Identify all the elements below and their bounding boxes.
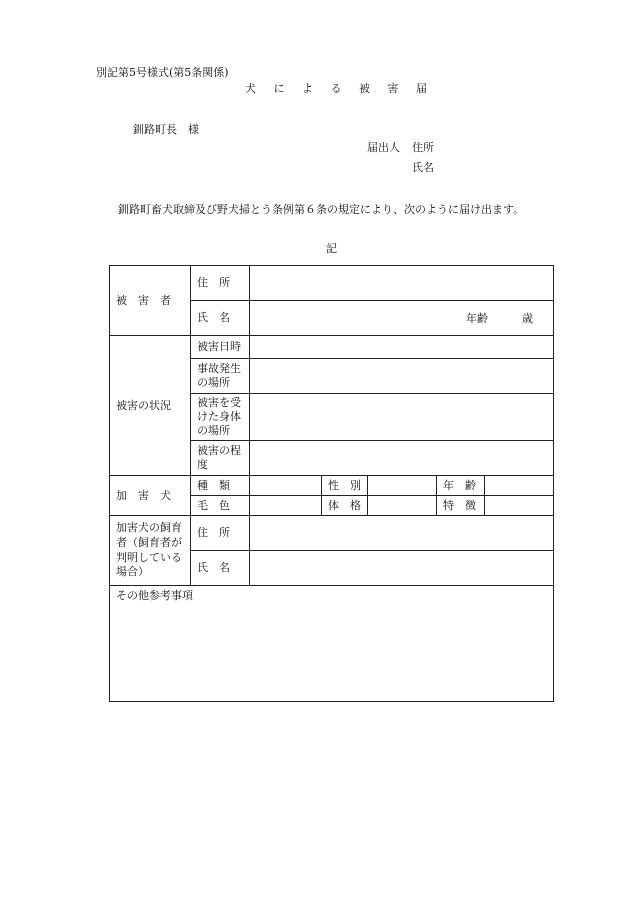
form-number: 別記第5号様式(第5条関係) xyxy=(96,66,229,79)
victim-age-unit: 歳 xyxy=(522,312,533,325)
dog-build-field[interactable] xyxy=(368,496,437,516)
other-notes-label: その他参考事項 xyxy=(116,589,193,602)
damage-report-table xyxy=(109,265,554,702)
submitter-address-label: 住所 xyxy=(412,141,434,154)
dog-features-label: 特 徴 xyxy=(437,496,485,516)
other-notes-field[interactable] xyxy=(110,586,554,702)
victim-name-field[interactable] xyxy=(250,301,554,336)
dog-age-field[interactable] xyxy=(485,476,554,496)
dog-coat-field[interactable] xyxy=(250,496,322,516)
body-part-field[interactable] xyxy=(250,394,554,441)
owner-name-field[interactable] xyxy=(250,551,554,586)
accident-place-label: 事故発生の場所 xyxy=(191,359,250,394)
statement: 釧路町畜犬取締及び野犬掃とう条例第６条の規定により、次のように届け出ます。 xyxy=(118,203,525,216)
dog-features-field[interactable] xyxy=(485,496,554,516)
dog-breed-field[interactable] xyxy=(250,476,322,496)
dog-owner-label: 加害犬の飼育者（飼育者が判明している場合） xyxy=(110,516,191,586)
offending-dog-label: 加 害 犬 xyxy=(110,476,191,516)
dog-breed-label: 種 類 xyxy=(191,476,250,496)
victim-address-label: 住 所 xyxy=(191,266,250,301)
dog-sex-field[interactable] xyxy=(368,476,437,496)
damage-datetime-label: 被害日時 xyxy=(191,336,250,359)
owner-address-field[interactable] xyxy=(250,516,554,551)
dog-sex-label: 性 別 xyxy=(322,476,368,496)
damage-extent-label: 被害の程度 xyxy=(191,441,250,476)
ki-label: 記 xyxy=(326,242,337,255)
damage-status-label: 被害の状況 xyxy=(110,336,191,476)
submitter-name-label: 氏名 xyxy=(412,161,434,174)
owner-name-label: 氏 名 xyxy=(191,551,250,586)
addressee: 釧路町長 様 xyxy=(133,123,199,136)
submitter-label: 届出人 xyxy=(367,141,400,154)
body-part-label: 被害を受けた身体の場所 xyxy=(191,394,250,441)
form-title: 犬 に よ る 被 害 届 xyxy=(245,82,427,95)
victim-name-label: 氏 名 xyxy=(191,301,250,336)
damage-extent-field[interactable] xyxy=(250,441,554,476)
dog-age-label: 年 齢 xyxy=(437,476,485,496)
victim-label: 被 害 者 xyxy=(110,266,191,336)
dog-coat-label: 毛 色 xyxy=(191,496,250,516)
dog-build-label: 体 格 xyxy=(322,496,368,516)
victim-address-field[interactable] xyxy=(250,266,554,301)
victim-age-label: 年齢 xyxy=(466,312,488,325)
damage-datetime-field[interactable] xyxy=(250,336,554,359)
owner-address-label: 住 所 xyxy=(191,516,250,551)
accident-place-field[interactable] xyxy=(250,359,554,394)
